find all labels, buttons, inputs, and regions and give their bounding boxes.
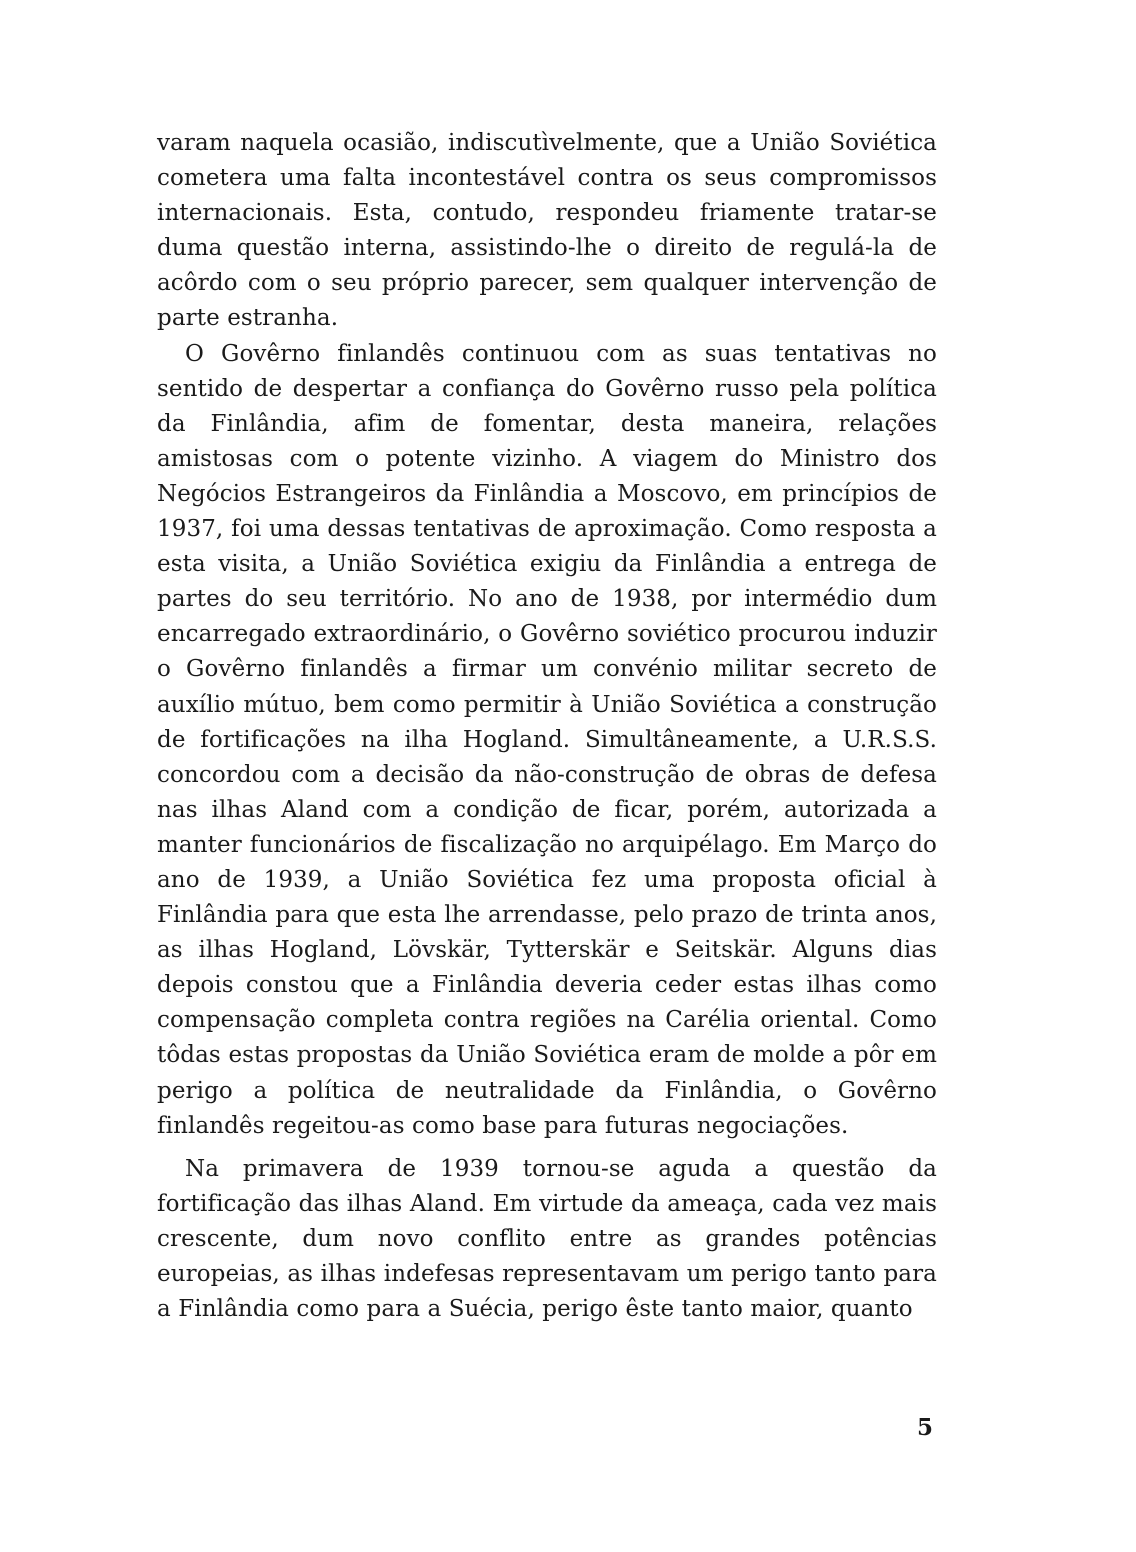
paragraph-2: O Govêrno finlandês continuou com as suas tentativas no sentido de despertar a confiança do Govêrno russo pela política da Finlândia, afim de fomentar, desta maneira, relações amistosas com o potente vizinho. A viagem do Ministro dos Negócios Estrangeiros da Finlândia a Moscovo, em princípios de 1937, foi uma dessas tentativas de aproximação. Como resposta a esta visita, a União Soviética exigiu da Finlândia a entrega de partes do seu território. No ano de 1938, por intermédio dum encarregado extraordinário, o Govêrno soviético procurou induzir o Govêrno finlandês a firmar um convénio militar secreto de auxílio mútuo, bem como permitir à União Soviética a construção de fortificações na ilha Hogland. Simultâneamente, a U.R.S.S. concordou com a decisão da não-construção de obras de defesa nas ilhas Aland com a condição de ficar, porém, autorizada a manter funcionários de fiscalização no arquipélago. Em Março do ano de 1939, a União Soviética fez uma proposta oficial à Finlândia para que esta lhe arrendasse, pelo prazo de trinta anos, as ilhas Hogland, Lövskär, Tytterskär e Seitskär. Alguns dias depois constou que a Finlândia deveria ceder estas ilhas como compensação completa contra regiões na Carélia oriental. Como tôdas estas propostas da União Soviética eram de molde a pôr em perigo a política de neutralidade da Finlândia, o Govêrno finlandês regeitou-as como base para futuras negociações. xyxy=(157,340,937,1139)
paragraph-1: varam naquela ocasião, indiscutìvelmente, que a União Soviética cometera uma falta incontestável contra os seus compromissos internacionais. Esta, contudo, respondeu friamente tratar-se duma questão interna, assistindo-lhe o direito de regulá-la de acôrdo com o seu próprio parecer, sem qualquer intervenção de parte estranha. xyxy=(157,130,937,332)
page-number: 5 xyxy=(916,1414,933,1441)
paragraph-3: Na primavera de 1939 tornou-se aguda a questão da fortificação das ilhas Aland. Em virtude da ameaça, cada vez mais crescente, dum novo conflito entre as grandes potências europeias, as ilhas indefesas representavam um perigo tanto para a Finlândia como para a Suécia, perigo êste tanto maior, quanto xyxy=(157,1155,937,1323)
body-text xyxy=(157,126,937,1327)
